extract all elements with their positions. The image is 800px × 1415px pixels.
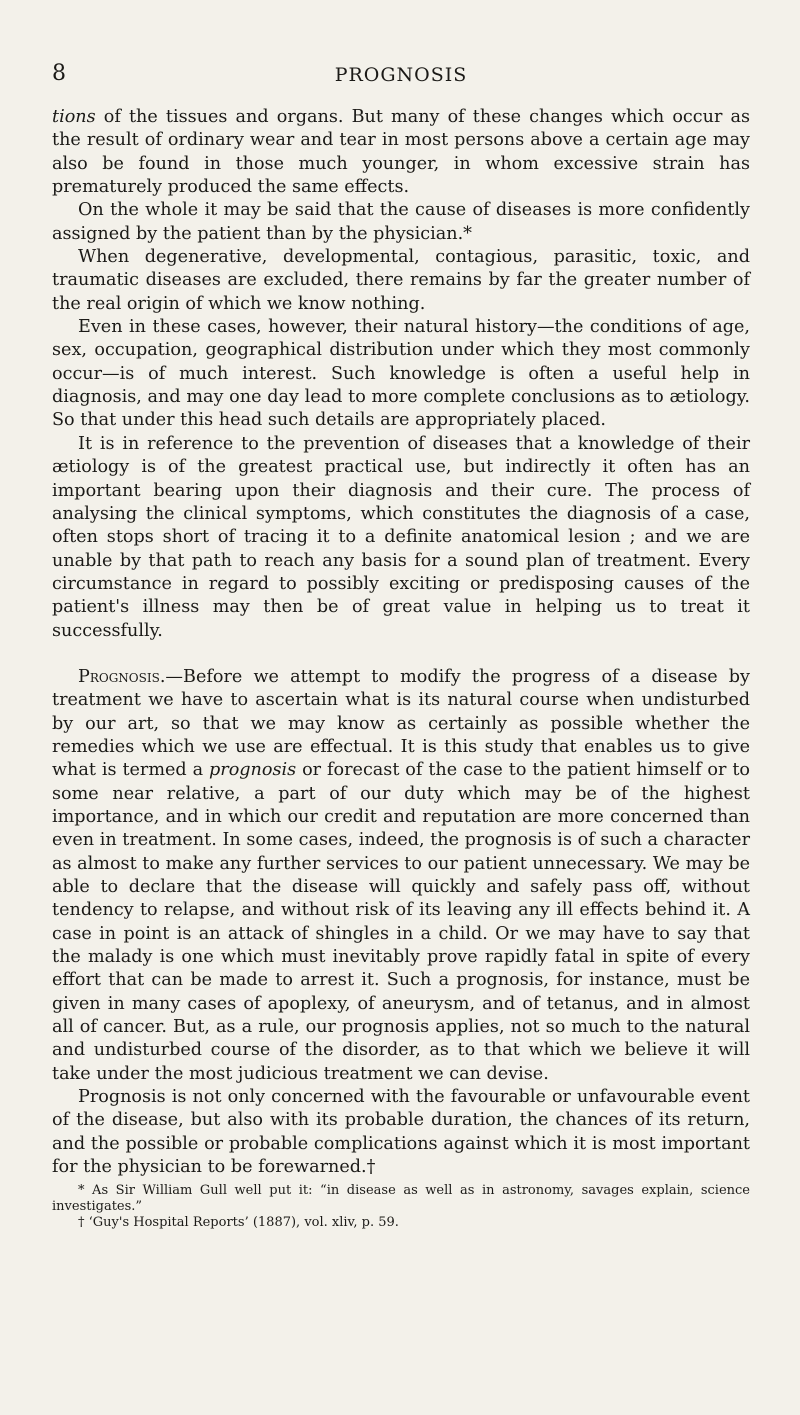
paragraph: When degenerative, developmental, contagious, parasitic, toxic, and traumatic diseases are excluded, there remains by far the greater number of the real origin of which we know nothing. bbox=[52, 247, 750, 314]
paragraph-text: —Before we attempt to modify the progress of a disease by treatment we have to ascertain what is its natural course when undisturbed by our art, so that we may know as certainly as possible whether the remedies which we use are effectual. It is this study that enables us to give what is termed a bbox=[52, 666, 750, 781]
page-number: 8 bbox=[52, 61, 66, 86]
prognosis-paragraph bbox=[52, 666, 750, 1086]
footnote: † ‘Guy's Hospital Reports’ (1887), vol. xliv, p. 59. bbox=[78, 1215, 399, 1231]
paragraph: Even in these cases, however, their natural history—the conditions of age, sex, occupation, geographical distribution under which they most commonly occur—is of much interest. Such knowledge is often a useful help in diagnosis, and may one day lead to more complete conclusions as to ætiology. So that under this head such details are appropriately placed. bbox=[52, 317, 750, 431]
body-text bbox=[52, 106, 750, 1179]
footnote: * As Sir William Gull well put it: “in disease as well as in astronomy, savages explain, science investigates.” bbox=[52, 1183, 750, 1215]
paragraph-continued bbox=[52, 106, 750, 199]
paragraph: On the whole it may be said that the cause of diseases is more confidently assigned by the patient than by the physician.* bbox=[52, 200, 750, 244]
italic-term: prognosis bbox=[209, 760, 297, 781]
section-heading: Prognosis. bbox=[78, 666, 166, 687]
paragraph-text: of the tissues and organs. But many of these changes which occur as the result of ordinary wear and tear in most persons above a certain age may also be found in those much younger, in whom excessive strain has prematurely produced the same effects. bbox=[52, 107, 750, 198]
paragraph-text: or forecast of the case to the patient himself or to some near relative, a part of our duty which may be of the highest importance, and in which our credit and reputation are more concerned than even in treatment. In some cases, indeed, the prognosis is of such a character as almost to make any further services to our patient unnecessary. We may be able to declare that the disease will quickly and safely pass off, without tendency to relapse, and without risk of its leaving any ill effects behind it. A case in point is an attack of shingles in a child. Or we may have to say that the malady is one which must inevitably prove rapidly fatal in spite of every effort that can be made to arrest it. Such a prognosis, for instance, must be given in many cases of apoplexy, of aneurysm, and of tetanus, and in almost all of cancer. But, as a rule, our prognosis applies, not so much to the natural and undisturbed course of the disorder, as to that which we believe it will take under the most judicious treatment we can devise. bbox=[52, 760, 750, 1084]
running-head: PROGNOSIS bbox=[334, 64, 468, 86]
paragraph: Prognosis is not only concerned with the favourable or unfavourable event of the disease, but also with its probable duration, the chances of its return, and the possible or probable complications against which it is most important for the physician to be forewarned.† bbox=[52, 1087, 750, 1178]
italic-fragment: tions bbox=[52, 107, 96, 127]
paragraph: It is in reference to the prevention of diseases that a knowledge of their ætiology is of the greatest practical use, but indirectly it often has an important bearing upon their diagnosis and their cure. The process of analysing the clinical symptoms, which constitutes the diagnosis of a case, often stops short of tracing it to a definite anatomical lesion ; and we are unable by that path to reach any basis for a sound plan of treatment. Every circumstance in regard to possibly exciting or predisposing causes of the patient's illness may then be of great value in helping us to treat it successfully. bbox=[52, 433, 750, 641]
footnotes bbox=[52, 1183, 750, 1231]
